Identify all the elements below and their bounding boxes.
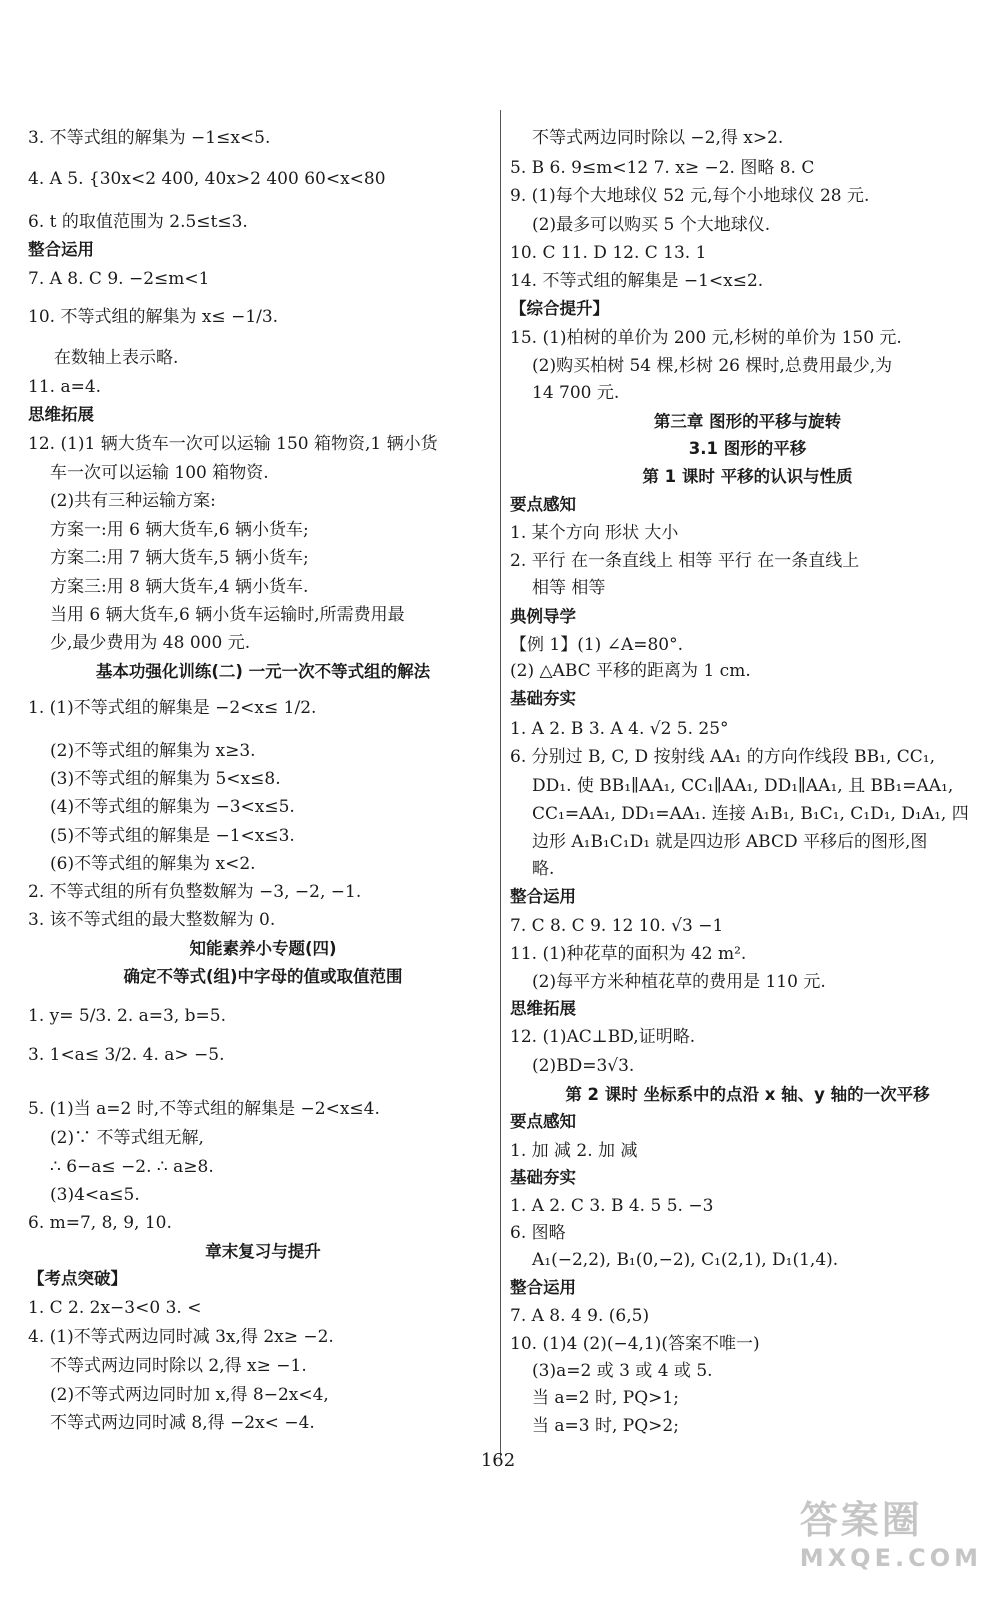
right-line: A₁(−2,2), B₁(0,−2), C₁(2,1), D₁(1,4). <box>532 1250 839 1270</box>
right-line: (2)BD=3√3. <box>532 1056 635 1076</box>
right-line: 【例 1】(1) ∠A=80°. <box>510 635 684 655</box>
left-line: 4. A 5. {30x<2 400, 40x>2 400 60<x<80 <box>28 169 386 189</box>
left-line: 3. 该不等式组的最大整数解为 0. <box>28 910 276 930</box>
left-line: (5)不等式组的解集是 −1<x≤3. <box>50 826 295 846</box>
left-line: 5. (1)当 a=2 时,不等式组的解集是 −2<x≤4. <box>28 1099 380 1119</box>
right-line: 12. (1)AC⊥BD,证明略. <box>510 1027 696 1047</box>
left-line: 11. a=4. <box>28 377 102 397</box>
left-line: 2. 不等式组的所有负整数解为 −3, −2, −1. <box>28 882 362 902</box>
left-line: (6)不等式组的解集为 x<2. <box>50 854 256 874</box>
column-divider <box>500 110 501 1460</box>
left-line: 3. 不等式组的解集为 −1≤x<5. <box>28 128 271 148</box>
left-line: (2)∵ 不等式组无解, <box>50 1128 204 1148</box>
left-line: 6. t 的取值范围为 2.5≤t≤3. <box>28 212 248 232</box>
right-line: 10. C 11. D 12. C 13. 1 <box>510 243 707 263</box>
left-line: 1. (1)不等式组的解集是 −2<x≤ 1/2. <box>28 698 317 718</box>
right-line: 第三章 图形的平移与旋转 <box>653 412 842 431</box>
right-line: 1. 某个方向 形状 大小 <box>510 523 679 543</box>
right-line: 15. (1)柏树的单价为 200 元,杉树的单价为 150 元. <box>510 328 902 348</box>
left-line: 不等式两边同时减 8,得 −2x< −4. <box>50 1413 315 1433</box>
right-line: 当 a=2 时, PQ>1; <box>532 1388 679 1408</box>
left-line: 10. 不等式组的解集为 x≤ −1/3. <box>28 307 279 327</box>
right-line: 14 700 元. <box>532 383 620 403</box>
right-line: 边形 A₁B₁C₁D₁ 就是四边形 ABCD 平移后的图形,图 <box>532 832 928 852</box>
right-line: 6. 图略 <box>510 1223 566 1243</box>
left-line: 车一次可以运输 100 箱物资. <box>50 463 269 483</box>
watermark-line1: 答案圈 <box>799 1498 923 1542</box>
right-line: 当 a=3 时, PQ>2; <box>532 1416 679 1436</box>
right-line: 典例导学 <box>510 607 576 626</box>
right-line: (2)购买柏树 54 棵,杉树 26 棵时,总费用最少,为 <box>532 356 893 376</box>
right-line: 思维拓展 <box>510 999 576 1018</box>
right-line: 7. C 8. C 9. 12 10. √3 −1 <box>510 916 724 936</box>
right-line: 【综合提升】 <box>510 299 609 318</box>
left-line: 整合运用 <box>28 240 94 259</box>
left-line: (2)共有三种运输方案: <box>50 491 216 511</box>
left-line: 3. 1<a≤ 3/2. 4. a> −5. <box>28 1045 225 1065</box>
right-line: 10. (1)4 (2)(−4,1)(答案不唯一) <box>510 1334 760 1354</box>
right-line: 不等式两边同时除以 −2,得 x>2. <box>532 128 784 148</box>
left-line: 方案二:用 7 辆大货车,5 辆小货车; <box>50 548 309 568</box>
right-line: 6. 分别过 B, C, D 按射线 AA₁ 的方向作线段 BB₁, CC₁, <box>510 747 935 767</box>
right-line: DD₁. 使 BB₁∥AA₁, CC₁∥AA₁, DD₁∥AA₁, 且 BB₁=AA₁, <box>532 776 954 796</box>
left-line: (3)4<a≤5. <box>50 1185 140 1205</box>
right-line: 相等 相等 <box>532 578 606 598</box>
right-line: 1. A 2. C 3. B 4. 5 5. −3 <box>510 1196 714 1216</box>
right-line: 9. (1)每个大地球仪 52 元,每个小地球仪 28 元. <box>510 186 870 206</box>
right-line: 1. 加 减 2. 加 减 <box>510 1141 638 1161</box>
right-line: (2) △ABC 平移的距离为 1 cm. <box>510 661 751 681</box>
left-line: 方案三:用 8 辆大货车,4 辆小货车. <box>50 577 309 597</box>
right-line: 略. <box>532 859 555 879</box>
right-line: 基础夯实 <box>510 689 576 708</box>
left-line: 思维拓展 <box>28 405 94 424</box>
right-line: 11. (1)种花草的面积为 42 m². <box>510 944 747 964</box>
left-line: (3)不等式组的解集为 5<x≤8. <box>50 769 281 789</box>
right-line: 14. 不等式组的解集是 −1<x≤2. <box>510 271 764 291</box>
left-line: 在数轴上表示略. <box>54 348 179 368</box>
right-line: 5. B 6. 9≤m<12 7. x≥ −2. 图略 8. C <box>510 158 815 178</box>
right-line: 整合运用 <box>510 887 576 906</box>
left-line: 基本功强化训练(二) 一元一次不等式组的解法 <box>95 662 431 681</box>
left-line: (4)不等式组的解集为 −3<x≤5. <box>50 797 295 817</box>
right-line: 要点感知 <box>510 495 576 514</box>
left-line: (2)不等式两边同时加 x,得 8−2x<4, <box>50 1385 329 1405</box>
left-line: 7. A 8. C 9. −2≤m<1 <box>28 269 210 289</box>
left-line: 【考点突破】 <box>28 1269 127 1288</box>
right-line: 3.1 图形的平移 <box>688 439 807 458</box>
left-line: 6. m=7, 8, 9, 10. <box>28 1213 172 1233</box>
left-line: (2)不等式组的解集为 x≥3. <box>50 741 256 761</box>
right-line: 2. 平行 在一条直线上 相等 平行 在一条直线上 <box>510 551 860 571</box>
right-line: (2)最多可以购买 5 个大地球仪. <box>532 215 771 235</box>
page-number: 162 <box>480 1450 516 1471</box>
left-line: 12. (1)1 辆大货车一次可以运输 150 箱物资,1 辆小货 <box>28 434 438 454</box>
left-line: 确定不等式(组)中字母的值或取值范围 <box>123 967 403 986</box>
left-line: 不等式两边同时除以 2,得 x≥ −1. <box>50 1356 307 1376</box>
right-line: CC₁=AA₁, DD₁=AA₁. 连接 A₁B₁, B₁C₁, C₁D₁, D₁A₁, 四 <box>532 804 969 824</box>
right-line: 1. A 2. B 3. A 4. √2 5. 25° <box>510 719 729 739</box>
right-line: 要点感知 <box>510 1112 576 1131</box>
right-line: 整合运用 <box>510 1278 576 1297</box>
left-line: 1. C 2. 2x−3<0 3. < <box>28 1298 202 1318</box>
left-line: 4. (1)不等式两边同时减 3x,得 2x≥ −2. <box>28 1327 334 1347</box>
watermark-line2: MXQE.COM <box>799 1544 982 1572</box>
right-line: 7. A 8. 4 9. (6,5) <box>510 1306 650 1326</box>
left-line: ∴ 6−a≤ −2. ∴ a≥8. <box>50 1157 214 1177</box>
right-line: 第 1 课时 平移的认识与性质 <box>642 467 853 486</box>
left-line: 方案一:用 6 辆大货车,6 辆小货车; <box>50 520 309 540</box>
left-line: 当用 6 辆大货车,6 辆小货车运输时,所需费用最 <box>50 605 405 625</box>
right-line: 基础夯实 <box>510 1168 576 1187</box>
left-line: 知能素养小专题(四) <box>189 939 337 958</box>
right-line: 第 2 课时 坐标系中的点沿 x 轴、y 轴的一次平移 <box>565 1085 930 1104</box>
left-line: 少,最少费用为 48 000 元. <box>50 633 251 653</box>
right-line: (2)每平方米种植花草的费用是 110 元. <box>532 972 826 992</box>
left-line: 章末复习与提升 <box>205 1242 321 1261</box>
watermark <box>800 1489 982 1572</box>
left-line: 1. y= 5/3. 2. a=3, b=5. <box>28 1006 227 1026</box>
right-line: (3)a=2 或 3 或 4 或 5. <box>532 1361 713 1381</box>
